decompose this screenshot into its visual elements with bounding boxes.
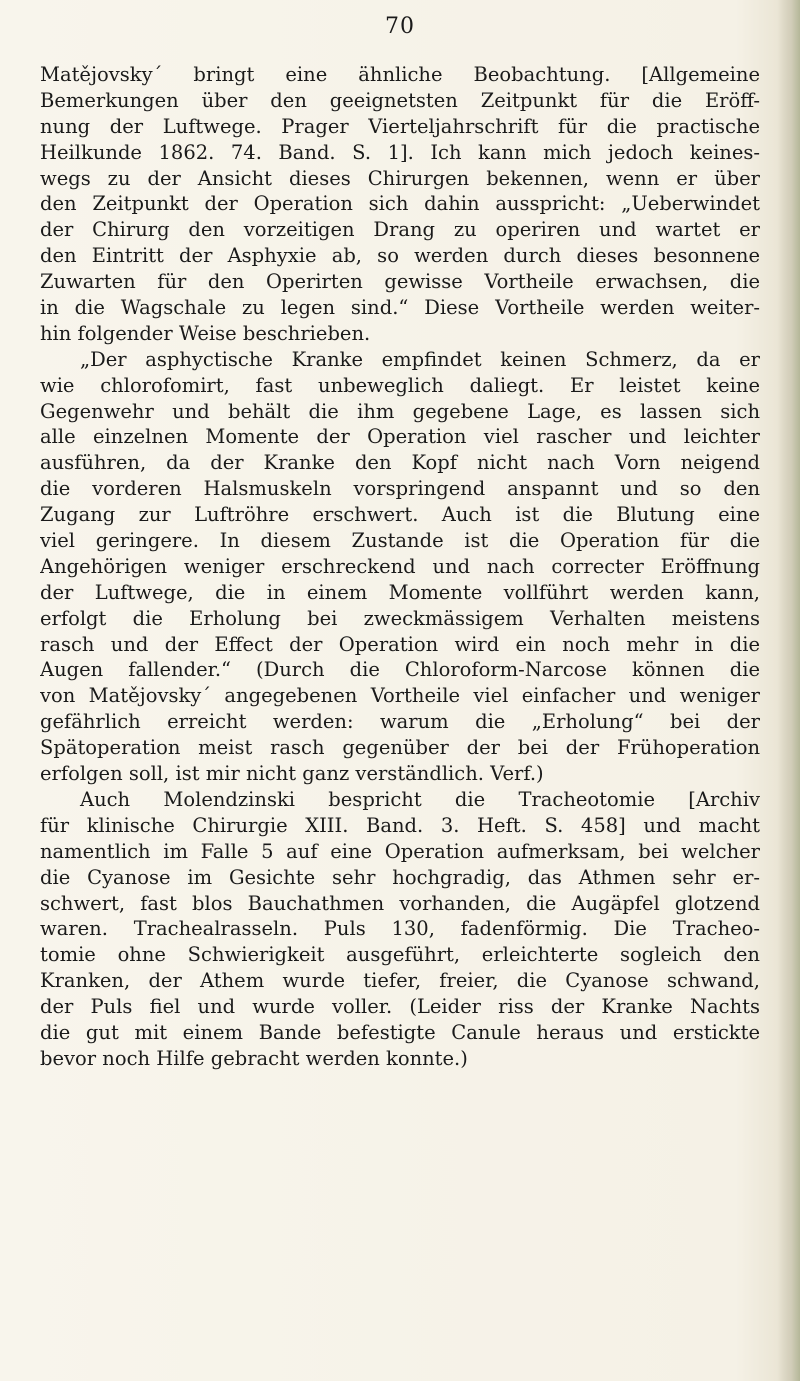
text-line: erfolgen soll, ist mir nicht ganz verständlich. Verf.) xyxy=(40,762,544,786)
text-line: Bemerkungen über den geeignetsten Zeitpunkt für die Eröff- xyxy=(40,88,760,112)
text-line: namentlich im Falle 5 auf eine Operation aufmerksam, bei welcher xyxy=(40,839,760,863)
text-line: „Der asphyctische Kranke empfindet keinen Schmerz, da er xyxy=(80,347,760,371)
text-line: rasch und der Effect der Operation wird ein noch mehr in die xyxy=(40,632,760,656)
text-line: der Puls fiel und wurde voller. (Leider riss der Kranke Nachts xyxy=(40,995,760,1019)
text-line: nung der Luftwege. Prager Vierteljahrschrift für die practische xyxy=(40,114,760,138)
text-line: Matějovsky´ bringt eine ähnliche Beobachtung. [Allgemeine xyxy=(40,63,760,86)
text-line: Zugang zur Luftröhre erschwert. Auch ist die Blutung eine xyxy=(40,503,760,527)
text-line: Auch Molendzinski bespricht die Tracheotomie [Archiv xyxy=(80,787,760,811)
text-line: wie chlorofomirt, fast unbeweglich daliegt. Er leistet keine xyxy=(40,373,760,397)
text-line: den Eintritt der Asphyxie ab, so werden durch dieses besonnene xyxy=(40,244,760,268)
text-line: Angehörigen weniger erschreckend und nach correcter Eröffnung xyxy=(40,554,760,578)
text-line: für klinische Chirurgie XIII. Band. 3. Heft. S. 458] und macht xyxy=(40,813,760,837)
text-line: alle einzelnen Momente der Operation viel rascher und leichter xyxy=(40,425,760,449)
text-line: von Matějovsky´ angegebenen Vortheile viel einfacher und weniger xyxy=(40,684,760,708)
text-line: die gut mit einem Bande befestigte Canule heraus und erstickte xyxy=(40,1020,760,1044)
text-line: waren. Trachealrasseln. Puls 130, fadenförmig. Die Tracheo- xyxy=(40,917,760,941)
text-line: die Cyanose im Gesichte sehr hochgradig, das Athmen sehr er- xyxy=(40,865,760,889)
text-line: tomie ohne Schwierigkeit ausgeführt, erleichterte sogleich den xyxy=(40,943,760,967)
text-line: Augen fallender.“ (Durch die Chloroform-Narcose können die xyxy=(40,658,760,682)
text-line: Zuwarten für den Operirten gewisse Vortheile erwachsen, die xyxy=(40,270,760,294)
page-number: 70 xyxy=(385,14,415,39)
text-line: wegs zu der Ansicht dieses Chirurgen bekennen, wenn er über xyxy=(40,166,760,190)
text-line: Heilkunde 1862. 74. Band. S. 1]. Ich kann mich jedoch keines- xyxy=(40,140,760,164)
body-text xyxy=(40,62,760,1072)
text-line: viel geringere. In diesem Zustande ist die Operation für die xyxy=(40,529,760,553)
text-line: der Luftwege, die in einem Momente vollführt werden kann, xyxy=(40,580,760,604)
text-line: Spätoperation meist rasch gegenüber der bei der Frühoperation xyxy=(40,736,760,760)
text-line: ausführen, da der Kranke den Kopf nicht nach Vorn neigend xyxy=(40,451,760,475)
text-line: der Chirurg den vorzeitigen Drang zu operiren und wartet er xyxy=(40,218,760,242)
text-line: in die Wagschale zu legen sind.“ Diese Vortheile werden weiter- xyxy=(40,296,760,320)
text-line: bevor noch Hilfe gebracht werden konnte.) xyxy=(40,1046,468,1070)
text-line: hin folgender Weise beschrieben. xyxy=(40,321,371,345)
text-line: gefährlich erreicht werden: warum die „Erholung“ bei der xyxy=(40,710,760,734)
text-line: die vorderen Halsmuskeln vorspringend anspannt und so den xyxy=(40,477,760,501)
text-line: den Zeitpunkt der Operation sich dahin ausspricht: „Ueberwindet xyxy=(40,192,760,216)
text-line: schwert, fast blos Bauchathmen vorhanden, die Augäpfel glotzend xyxy=(40,891,760,915)
text-line: Kranken, der Athem wurde tiefer, freier, die Cyanose schwand, xyxy=(40,969,760,993)
text-line: Gegenwehr und behält die ihm gegebene Lage, es lassen sich xyxy=(40,399,760,423)
page-edge-shadow xyxy=(778,0,800,1381)
text-line: erfolgt die Erholung bei zweckmässigem Verhalten meistens xyxy=(40,606,760,630)
